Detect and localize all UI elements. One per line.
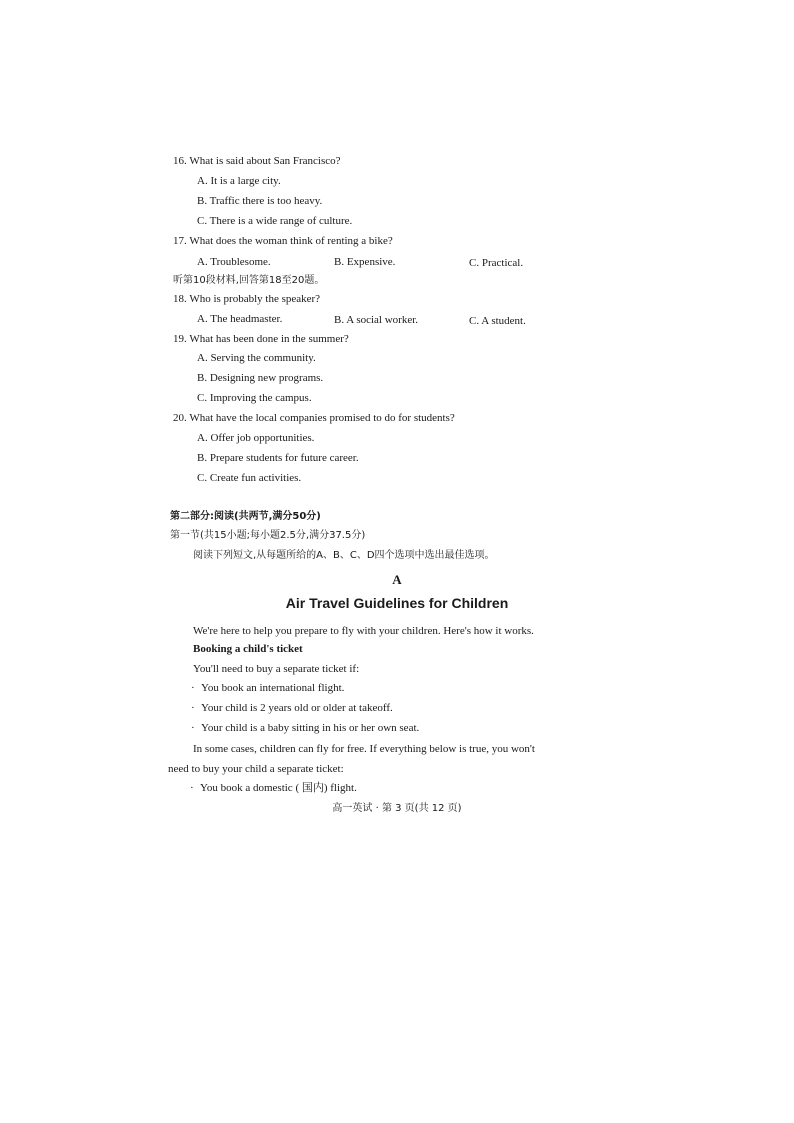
q18-option-c: C. A student. [469, 315, 526, 327]
bullet-item: · Your child is a baby sitting in his or her own seat. [191, 722, 420, 734]
bullet-item: · Your child is 2 years old or older at takeoff. [191, 702, 393, 714]
section-heading: 第一节(共15小题;每小题2.5分,满分37.5分) [170, 530, 366, 541]
question-19 [173, 332, 349, 346]
question-text: What does the woman think of renting a bike? [189, 235, 393, 247]
page-footer: 高一英试 · 第 3 页(共 12 页) [332, 803, 462, 814]
q16-option-c: C. There is a wide range of culture. [197, 215, 353, 227]
q20-option-c: C. Create fun activities. [197, 472, 302, 484]
q17-option-b: B. Expensive. [334, 256, 396, 268]
q20-option-b: B. Prepare students for future career. [197, 452, 359, 464]
reading-instruction: 阅读下列短文,从每题所给的A、B、C、D四个选项中选出最佳选项。 [193, 550, 495, 561]
question-20 [173, 411, 455, 425]
q17-option-a: A. Troublesome. [197, 256, 271, 268]
bullet-item: · You book a domestic ( 国内) flight. [190, 782, 357, 794]
listening-instruction: 听第10段材料,回答第18至20题。 [173, 275, 325, 286]
q20-option-a: A. Offer job opportunities. [197, 432, 315, 444]
question-text: What is said about San Francisco? [189, 155, 341, 167]
q19-option-b: B. Designing new programs. [197, 372, 324, 384]
bullet-item: · You book an international flight. [191, 682, 345, 694]
question-16 [173, 154, 341, 168]
question-number: 20. [173, 412, 187, 424]
question-text: What has been done in the summer? [189, 333, 349, 345]
question-17 [173, 234, 393, 248]
question-text: Who is probably the speaker? [189, 293, 321, 305]
q18-option-a: A. The headmaster. [197, 313, 283, 325]
question-number: 17. [173, 235, 187, 247]
passage-title: Air Travel Guidelines for Children [285, 595, 509, 611]
passage-subheading: Booking a child's ticket [193, 643, 303, 655]
question-number: 18. [173, 293, 187, 305]
bullet-mark: · [191, 722, 195, 734]
free-paragraph-line1: In some cases, children can fly for free. If everything below is true, you won't [193, 743, 535, 755]
separate-ticket-lead: You'll need to buy a separate ticket if: [193, 663, 360, 675]
question-number: 19. [173, 333, 187, 345]
q18-option-b: B. A social worker. [334, 314, 419, 326]
q16-option-a: A. It is a large city. [197, 175, 281, 187]
bullet-mark: · [191, 682, 195, 694]
passage-intro: We're here to help you prepare to fly with your children. Here's how it works. [193, 625, 534, 637]
bullet-mark: · [191, 702, 195, 714]
q16-option-b: B. Traffic there is too heavy. [197, 195, 323, 207]
q19-option-c: C. Improving the campus. [197, 392, 312, 404]
question-18 [173, 292, 320, 306]
question-text: What have the local companies promised to do for students? [189, 412, 455, 424]
free-paragraph-line2: need to buy your child a separate ticket: [168, 763, 344, 775]
q19-option-a: A. Serving the community. [197, 352, 316, 364]
question-number: 16. [173, 155, 187, 167]
passage-letter: A [392, 572, 402, 587]
q17-option-c: C. Practical. [469, 257, 524, 269]
part-heading: 第二部分:阅读(共两节,满分50分) [170, 511, 321, 522]
bullet-mark: · [190, 782, 194, 794]
